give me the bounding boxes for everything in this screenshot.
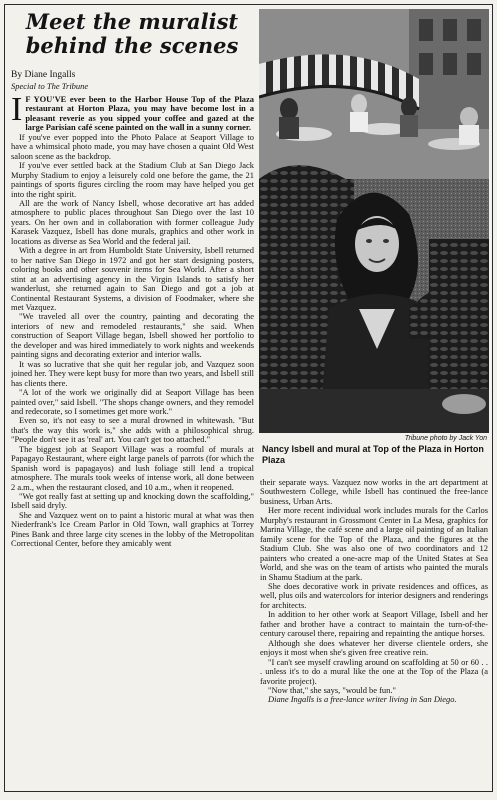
paragraph: All are the work of Nancy Isbell, whose decorative art has added atmosphere to public places throughout San Diego over the last 10 years. On her own and in collaboration with former colleague Judy Karasek Vazquez, Isbell has done murals, graphics and other work in locations as diverse as Sea World and the federal jail.	[11, 197, 254, 246]
muralist-photo	[259, 9, 489, 433]
photo-credit: Tribune photo by Jack Yon	[404, 435, 487, 442]
paragraph: "We got really fast at setting up and knocking down the scaffolding," Isbell said dryly.	[11, 491, 254, 511]
first-paragraph	[11, 95, 254, 133]
author-note: Diane Ingalls is a free-lance writer living in San Diego.	[268, 694, 457, 705]
byline-special: Special to The Tribune	[11, 81, 89, 91]
left-column	[11, 95, 254, 787]
byline	[11, 70, 251, 92]
photo-image	[259, 9, 489, 433]
paragraph: In addition to her other work at Seaport Village, Isbell and her father and brother have a contract to maintain the turn-of-the-century carousel there, repairing and repainting the antique horses.	[260, 609, 488, 639]
paragraph: "I can't see myself crawling around on scaffolding at 50 or 60 . . . unless it's to do a mural like the one at the Top of the Plaza (a favorite project).	[260, 656, 488, 686]
paragraph: She does decorative work in private residences and offices, as well, plus oils and watercolors for interior designers and renderings for architects.	[260, 580, 488, 610]
paragraph: Her more recent individual work includes murals for the Carlos Murphy's restaurant in Grossmont Center in La Mesa, graphics for Marina Village, the café scene and a large oil painting of an Italian family scene for the Top of the Plaza, and the figures at the Stadium Club. She was also one of two coordinators and 12 painters who created a one-acre map of the United States at Sea World, and she was on the team of artists who painted the murals in Shamu Stadium at the park.	[260, 505, 488, 582]
photo-caption: Nancy Isbell and mural at Top of the Plaza in Horton Plaza	[262, 444, 484, 465]
byline-author: By Diane Ingalls	[11, 70, 76, 80]
paragraph: It was so lucrative that she quit her regular job, and Vazquez soon joined her. They were kept busy for more than two years, and Isbell still has clients there.	[11, 358, 254, 388]
first-paragraph-text: F YOU'VE ever been to the Harbor House Top of the Plaza restaurant at Horton Plaza, you may have become lost in a pleasant reverie as you sipped your coffee and gazed at the large Parisian café scene painted on the wall in a sunny corner.	[25, 95, 254, 133]
paragraph: If you've ever settled back at the Stadium Club at San Diego Jack Murphy Stadium to enjoy a leisurely cold one before the game, the 21 paintings of sports figures circling the room may have helped you get into the right spirit.	[11, 160, 254, 199]
paragraph: The biggest job at Seaport Village was a roomful of murals at Papagayo Restaurant, where eight large panels of parrots (for which the Spanish word is papagayos) and lush foliage still lend a tropical atmosphere. The murals took weeks of intense work, all done between 2 a.m., when the restaurant closed, and 10 a.m., when it reopened.	[11, 443, 254, 492]
paragraph: With a degree in art from Humboldt State University, Isbell returned to her native San Diego in 1972 and got her start designing posters, coloring books and other souvenir items for Sea World. After a short stint at an advertising agency in the Virgin Islands to satisfy her wanderlust, she returned again to San Diego and got a job at Continental Restaurant Systems, a division of Foodmaker, where she met Vazquez.	[11, 245, 254, 312]
paragraph: Although she does whatever her diverse clientele orders, she enjoys it most when she's given free creative rein.	[260, 637, 488, 658]
drop-cap: I	[11, 95, 23, 128]
paragraph: If you've ever popped into the Photo Palace at Seaport Village to have a whimsical photo made, you may have chosen a quaint Old West saloon scene as the backdrop.	[11, 131, 254, 161]
paragraph: She and Vazquez went on to paint a historic mural at what was then Niederfrank's Ice Cream Parlor in Old Town, wall graphics at Torrey Pines Bank and three large city scenes in the lobby of the Metropolitan Correctional Center, before they amicably went	[11, 509, 254, 549]
right-column	[260, 478, 488, 778]
paragraph-continuation: their separate ways. Vazquez now works in the art department at Southwestern College, while Isbell has continued the free-lance business, Urban Arts.	[260, 478, 488, 506]
paragraph: "We traveled all over the country, painting and decorating the interiors of new and remodeled restaurants," she said. When construction of Seaport Village began, Isbell showed her portfolio to the developer and was hired immediately to work nights and weekends painting signs and decorating exterior and interior walls.	[11, 311, 254, 360]
headline: Meet the muralist behind the scenes	[25, 9, 239, 58]
paragraph: Even so, it's not easy to see a mural drowned in whitewash. "But that's the way this work is," she adds with a philosophical shrug. "People don't see it as 'real' art. You can't get too attached."	[11, 415, 254, 445]
paragraph: "A lot of the work we originally did at Seaport Village has been painted over," said Isbell. "The shops change owners, and they remodel and redecorate, so I sometimes get more work."	[11, 387, 254, 416]
paragraph: "Now that," she says, "would be fun."	[268, 684, 396, 695]
